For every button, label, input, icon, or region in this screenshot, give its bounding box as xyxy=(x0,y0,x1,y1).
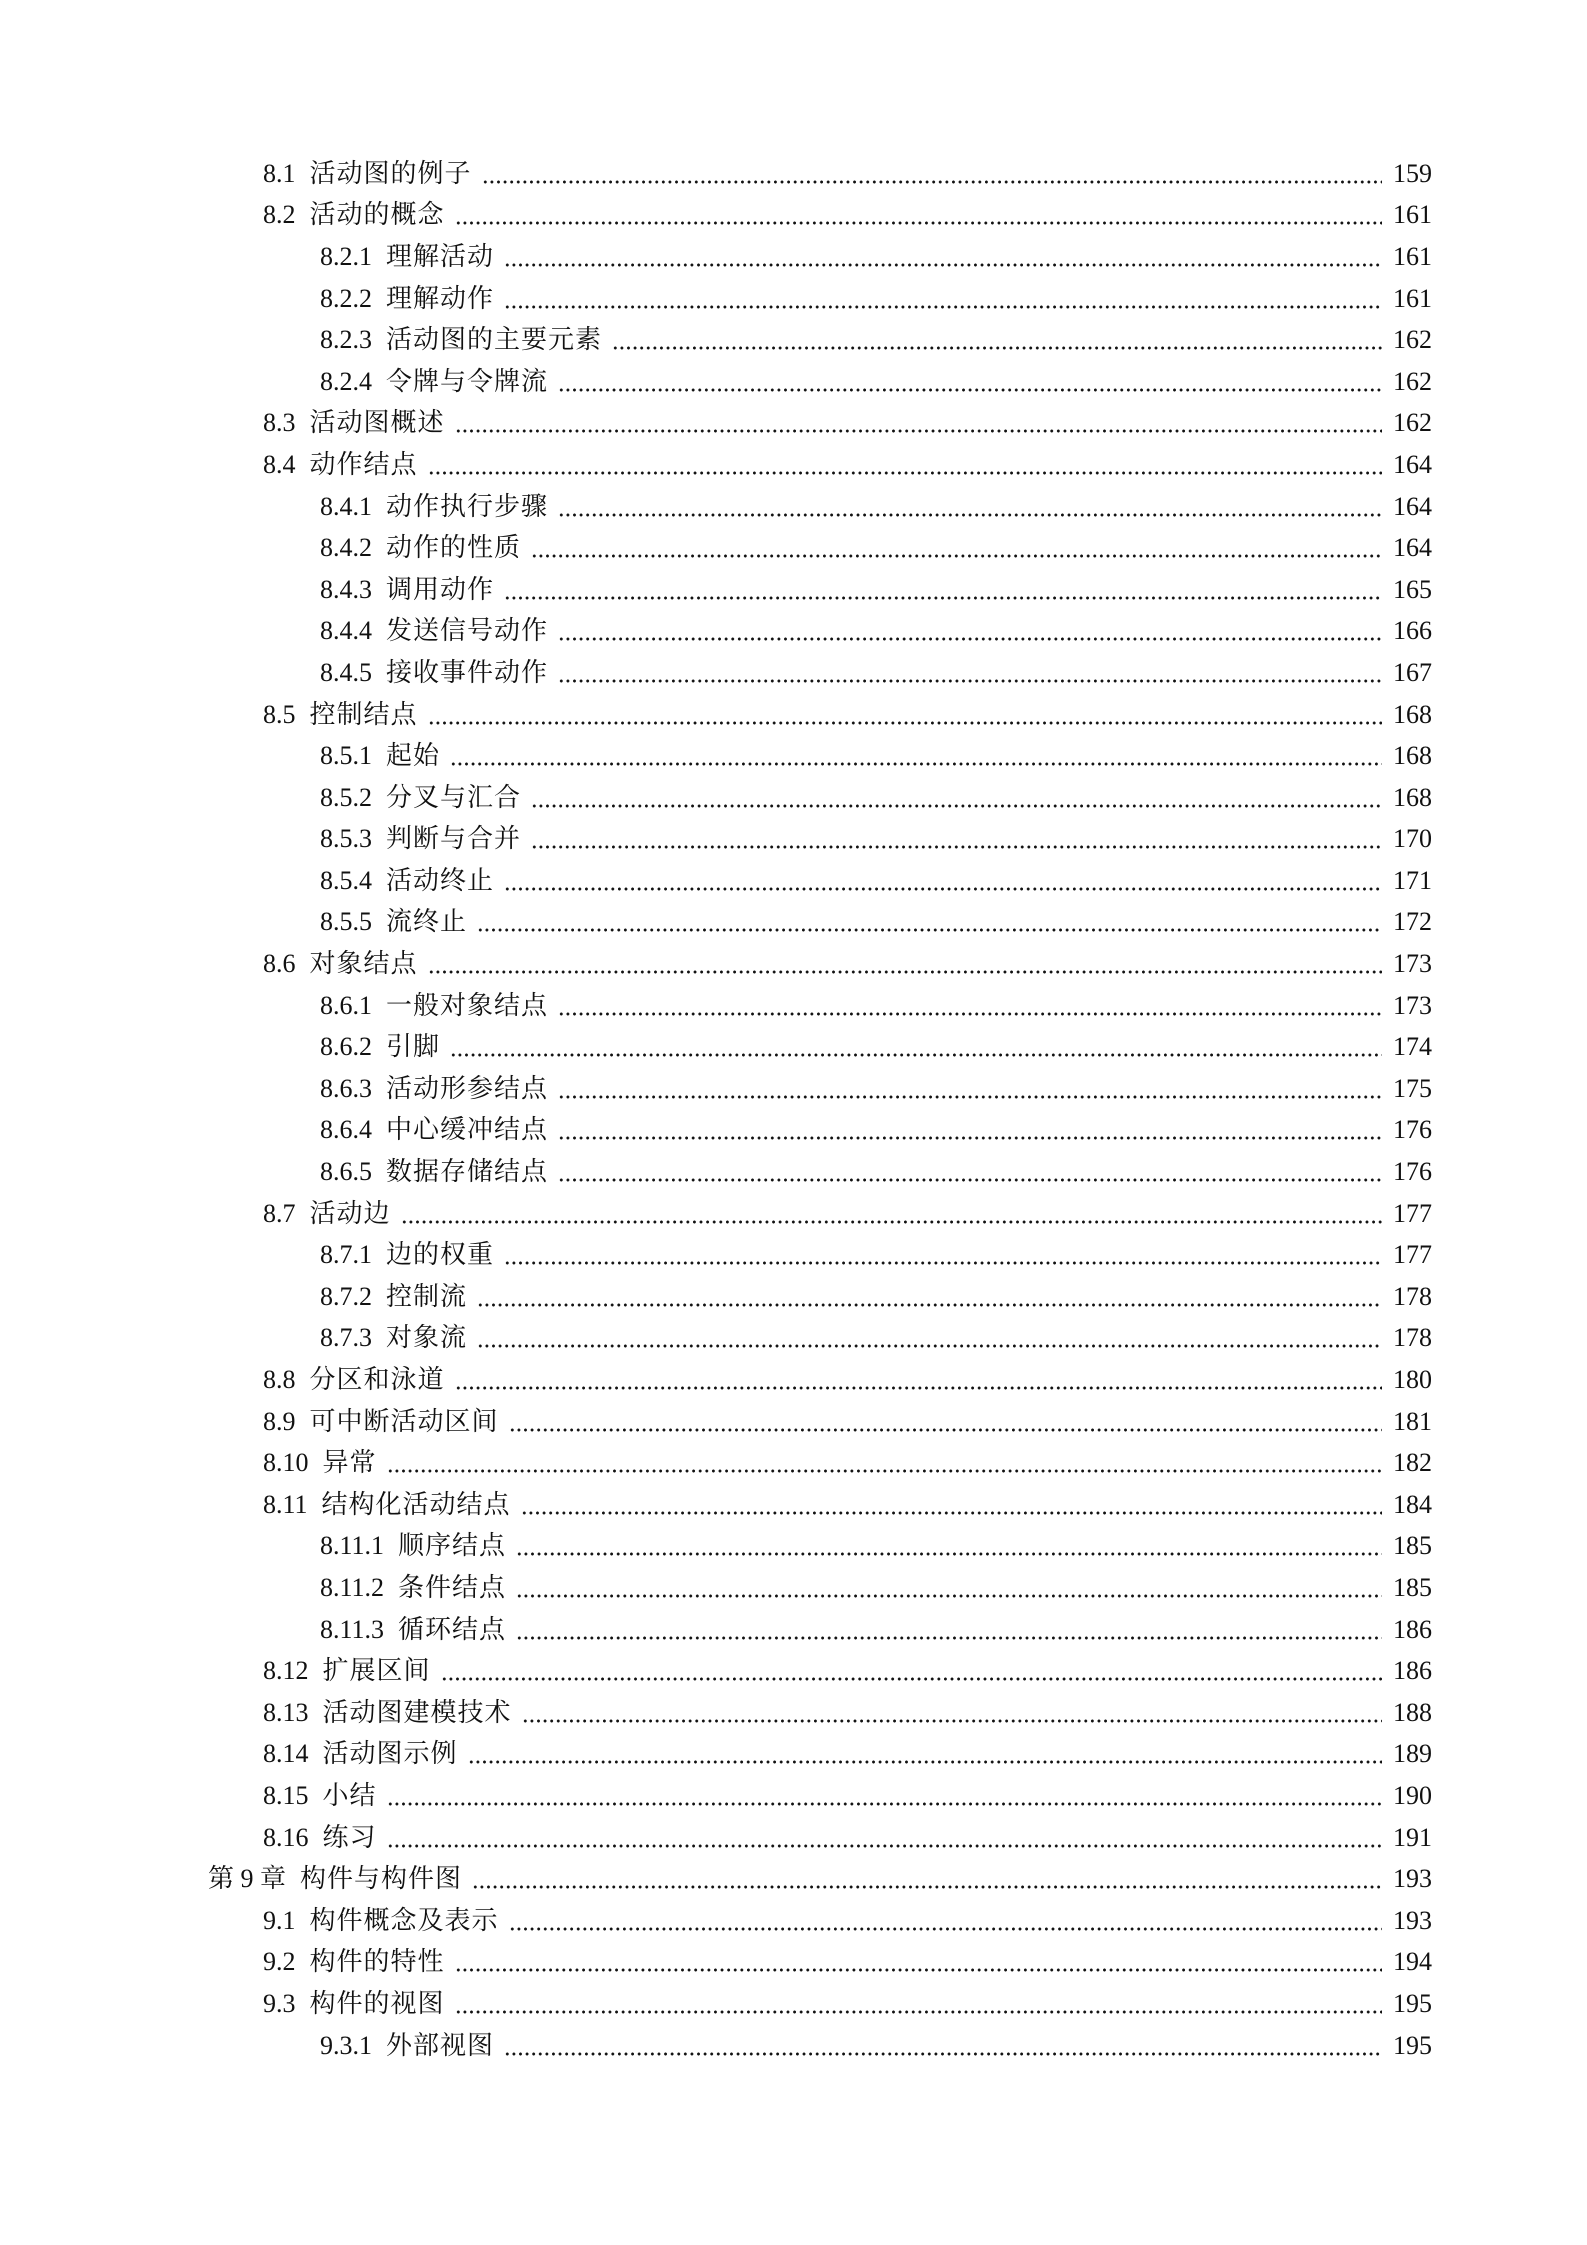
toc-entry-title: 活动图建模技术 xyxy=(322,1697,512,1727)
dot-leader xyxy=(516,1533,1382,1559)
dot-leader xyxy=(558,1117,1382,1143)
toc-entry-8-11[interactable] xyxy=(0,1484,1587,1526)
dot-leader xyxy=(612,327,1382,353)
toc-entry-8-7-1[interactable] xyxy=(0,1234,1587,1276)
toc-entry-page-number: 186 xyxy=(1393,1614,1432,1644)
toc-entry-title: 外部视图 xyxy=(386,2030,495,2060)
toc-entry-title: 动作结点 xyxy=(309,449,418,479)
toc-entry-page-number: 194 xyxy=(1393,1947,1432,1977)
toc-entry-title: 分叉与汇合 xyxy=(386,782,522,812)
toc-entry-number: 8.7.3 xyxy=(320,1323,372,1353)
dot-leader xyxy=(455,202,1382,228)
toc-entry-title: 循环结点 xyxy=(398,1614,507,1644)
toc-entry-page-number: 164 xyxy=(1393,449,1432,479)
toc-entry-page-number: 165 xyxy=(1393,574,1432,604)
toc-entry-title: 边的权重 xyxy=(386,1240,495,1270)
toc-entry-number: 8.5.2 xyxy=(320,782,372,812)
toc-entry-title: 可中断活动区间 xyxy=(309,1406,499,1436)
toc-entry-page-number: 161 xyxy=(1393,200,1432,230)
toc-entry-number: 8.2.1 xyxy=(320,241,372,271)
toc-entry-title: 理解动作 xyxy=(386,283,495,313)
toc-entry-page-number: 193 xyxy=(1393,1905,1432,1935)
toc-entry-number: 9.3 xyxy=(263,1988,296,2018)
toc-entry-number: 8.10 xyxy=(263,1448,309,1478)
toc-entry-title: 接收事件动作 xyxy=(386,657,549,687)
dot-leader xyxy=(509,1409,1382,1435)
toc-entry-page-number: 168 xyxy=(1393,741,1432,771)
toc-entry-number: 8.6 xyxy=(263,949,296,979)
toc-entry-page-number: 185 xyxy=(1393,1531,1432,1561)
toc-entry-8-6-4[interactable] xyxy=(0,1110,1587,1152)
toc-entry-number: 8.6.2 xyxy=(320,1032,372,1062)
dot-leader xyxy=(428,452,1382,478)
toc-entry-8-6-5[interactable] xyxy=(0,1151,1587,1193)
toc-entry-number: 8.4.5 xyxy=(320,657,372,687)
dot-leader xyxy=(504,577,1382,603)
dot-leader xyxy=(477,1284,1382,1310)
toc-entry-number: 8.14 xyxy=(263,1739,309,1769)
toc-entry-page-number: 162 xyxy=(1393,325,1432,355)
toc-entry-page-number: 186 xyxy=(1393,1656,1432,1686)
dot-leader xyxy=(455,410,1382,436)
dot-leader xyxy=(441,1658,1382,1684)
toc-entry-8-6-3[interactable] xyxy=(0,1068,1587,1110)
toc-entry-8-5-1[interactable] xyxy=(0,735,1587,777)
toc-entry-8-4-1[interactable] xyxy=(0,486,1587,528)
toc-entry-8-9[interactable] xyxy=(0,1401,1587,1443)
toc-entry-title: 中心缓冲结点 xyxy=(386,1115,549,1145)
toc-entry-number: 8.11.2 xyxy=(320,1572,385,1602)
toc-entry-number: 9.3.1 xyxy=(320,2030,372,2060)
dot-leader xyxy=(387,1825,1382,1851)
toc-entry-number: 8.3 xyxy=(263,408,296,438)
toc-entry-title: 引脚 xyxy=(386,1032,441,1062)
toc-entry-title: 分区和泳道 xyxy=(309,1365,445,1395)
toc-entry-title: 扩展区间 xyxy=(322,1656,431,1686)
toc-entry-page-number: 175 xyxy=(1393,1073,1432,1103)
toc-entry-number: 8.5.4 xyxy=(320,865,372,895)
toc-entry-title: 活动形参结点 xyxy=(386,1073,549,1103)
toc-entry-title: 活动图的主要元素 xyxy=(386,325,603,355)
toc-entry-title: 构件的特性 xyxy=(309,1947,445,1977)
dot-leader xyxy=(455,1367,1382,1393)
toc-entry-number: 8.2.3 xyxy=(320,325,372,355)
toc-entry-page-number: 172 xyxy=(1393,907,1432,937)
toc-entry-title: 判断与合并 xyxy=(386,824,522,854)
toc-entry-number: 8.7.2 xyxy=(320,1281,372,1311)
toc-entry-8-14[interactable] xyxy=(0,1734,1587,1776)
toc-entry-page-number: 162 xyxy=(1393,408,1432,438)
toc-entry-8-2-3[interactable] xyxy=(0,319,1587,361)
toc-entry-9-3[interactable] xyxy=(0,1983,1587,2025)
toc-entry-page-number: 167 xyxy=(1393,657,1432,687)
toc-entry-number: 9.1 xyxy=(263,1905,296,1935)
toc-entry-title: 一般对象结点 xyxy=(386,990,549,1020)
toc-entry-title: 活动图示例 xyxy=(322,1739,458,1769)
toc-entry-page-number: 195 xyxy=(1393,1988,1432,2018)
toc-entry-number: 8.5.1 xyxy=(320,741,372,771)
dot-leader xyxy=(521,1492,1382,1518)
toc-entry-number: 8.11.1 xyxy=(320,1531,385,1561)
dot-leader xyxy=(516,1617,1382,1643)
toc-entry-page-number: 182 xyxy=(1393,1448,1432,1478)
dot-leader xyxy=(455,1949,1382,1975)
toc-entry-title: 构件概念及表示 xyxy=(309,1905,499,1935)
toc-entry-8-5-3[interactable] xyxy=(0,819,1587,861)
toc-entry-title: 活动边 xyxy=(309,1198,391,1228)
toc-entry-title: 活动图概述 xyxy=(309,408,445,438)
toc-entry-page-number: 176 xyxy=(1393,1157,1432,1187)
toc-entry-8-5[interactable] xyxy=(0,694,1587,736)
toc-entry-page-number: 162 xyxy=(1393,366,1432,396)
toc-entry-title: 数据存储结点 xyxy=(386,1157,549,1187)
toc-entry-number: 8.7.1 xyxy=(320,1240,372,1270)
toc-entry-title: 条件结点 xyxy=(398,1572,507,1602)
toc-entry-title: 理解活动 xyxy=(386,241,495,271)
toc-entry-number: 8.4.2 xyxy=(320,533,372,563)
toc-entry-page-number: 164 xyxy=(1393,491,1432,521)
dot-leader xyxy=(558,369,1382,395)
toc-entry-title: 构件的视图 xyxy=(309,1988,445,2018)
toc-entry-9-3-1[interactable] xyxy=(0,2025,1587,2067)
dot-leader xyxy=(428,702,1382,728)
toc-entry-number: 8.4.4 xyxy=(320,616,372,646)
toc-entry-page-number: 174 xyxy=(1393,1032,1432,1062)
toc-entry-page-number: 189 xyxy=(1393,1739,1432,1769)
toc-entry-page-number: 173 xyxy=(1393,949,1432,979)
toc-entry-page-number: 191 xyxy=(1393,1822,1432,1852)
dot-leader xyxy=(450,743,1382,769)
toc-entry-title: 控制结点 xyxy=(309,699,418,729)
toc-entry-8-5-2[interactable] xyxy=(0,777,1587,819)
dot-leader xyxy=(558,494,1382,520)
toc-entry-number: 8.5.5 xyxy=(320,907,372,937)
toc-entry-title: 流终止 xyxy=(386,907,468,937)
toc-entry-title: 构件与构件图 xyxy=(300,1864,463,1894)
toc-entry-title: 活动的概念 xyxy=(309,200,445,230)
toc-entry-title: 发送信号动作 xyxy=(386,616,549,646)
toc-entry-number: 8.5 xyxy=(263,699,296,729)
toc-entry-page-number: 177 xyxy=(1393,1240,1432,1270)
toc-entry-9-2[interactable] xyxy=(0,1942,1587,1984)
toc-entry-第9章[interactable] xyxy=(0,1858,1587,1900)
toc-entry-8-1[interactable] xyxy=(0,153,1587,195)
toc-entry-title: 小结 xyxy=(322,1780,377,1810)
dot-leader xyxy=(531,826,1382,852)
toc-entry-title: 练习 xyxy=(322,1822,377,1852)
toc-entry-8-15[interactable] xyxy=(0,1775,1587,1817)
toc-entry-number: 8.6.1 xyxy=(320,990,372,1020)
toc-entry-8-10[interactable] xyxy=(0,1442,1587,1484)
toc-entry-number: 8.1 xyxy=(263,158,296,188)
toc-entry-8-7[interactable] xyxy=(0,1193,1587,1235)
toc-entry-title: 控制流 xyxy=(386,1281,468,1311)
toc-entry-title: 结构化活动结点 xyxy=(321,1489,511,1519)
toc-entry-number: 8.6.5 xyxy=(320,1157,372,1187)
toc-entry-page-number: 161 xyxy=(1393,283,1432,313)
toc-entry-8-7-2[interactable] xyxy=(0,1276,1587,1318)
dot-leader xyxy=(468,1741,1382,1767)
dot-leader xyxy=(558,993,1382,1019)
toc-entry-8-6-1[interactable] xyxy=(0,985,1587,1027)
toc-entry-page-number: 161 xyxy=(1393,241,1432,271)
dot-leader xyxy=(531,535,1382,561)
toc-entry-8-4-2[interactable] xyxy=(0,527,1587,569)
toc-entry-8-4-5[interactable] xyxy=(0,652,1587,694)
toc-entry-number: 8.16 xyxy=(263,1822,309,1852)
dot-leader xyxy=(558,1076,1382,1102)
toc-entry-page-number: 185 xyxy=(1393,1572,1432,1602)
toc-entry-8-2-4[interactable] xyxy=(0,361,1587,403)
toc-entry-page-number: 181 xyxy=(1393,1406,1432,1436)
dot-leader xyxy=(504,868,1382,894)
toc-entry-8-5-4[interactable] xyxy=(0,860,1587,902)
dot-leader xyxy=(472,1866,1382,1892)
toc-entry-page-number: 166 xyxy=(1393,616,1432,646)
toc-entry-page-number: 195 xyxy=(1393,2030,1432,2060)
toc-entry-number: 8.6.3 xyxy=(320,1073,372,1103)
dot-leader xyxy=(504,1242,1382,1268)
toc-entry-title: 调用动作 xyxy=(386,574,495,604)
toc-entry-page-number: 178 xyxy=(1393,1281,1432,1311)
toc-entry-number: 8.6.4 xyxy=(320,1115,372,1145)
dot-leader xyxy=(504,286,1382,312)
toc-entry-8-4-4[interactable] xyxy=(0,611,1587,653)
dot-leader xyxy=(477,1325,1382,1351)
toc-entry-title: 动作的性质 xyxy=(386,533,522,563)
toc-entry-page-number: 171 xyxy=(1393,865,1432,895)
toc-entry-page-number: 190 xyxy=(1393,1780,1432,1810)
toc-entry-number: 8.11.3 xyxy=(320,1614,385,1644)
toc-entry-number: 8.4.1 xyxy=(320,491,372,521)
toc-entry-page-number: 170 xyxy=(1393,824,1432,854)
dot-leader xyxy=(504,244,1382,270)
dot-leader xyxy=(482,161,1382,187)
dot-leader xyxy=(558,1159,1382,1185)
dot-leader xyxy=(522,1700,1382,1726)
dot-leader xyxy=(504,2033,1382,2059)
table-of-contents xyxy=(0,153,1587,2066)
toc-entry-title: 异常 xyxy=(322,1448,377,1478)
dot-leader xyxy=(387,1450,1382,1476)
toc-entry-title: 对象结点 xyxy=(309,949,418,979)
toc-entry-9-1[interactable] xyxy=(0,1900,1587,1942)
toc-entry-number: 8.5.3 xyxy=(320,824,372,854)
dot-leader xyxy=(455,1991,1382,2017)
toc-entry-title: 活动图的例子 xyxy=(309,158,472,188)
toc-entry-number: 8.9 xyxy=(263,1406,296,1436)
toc-entry-page-number: 193 xyxy=(1393,1864,1432,1894)
dot-leader xyxy=(558,618,1382,644)
toc-entry-8-4-3[interactable] xyxy=(0,569,1587,611)
toc-entry-number: 8.15 xyxy=(263,1780,309,1810)
toc-entry-8-2[interactable] xyxy=(0,195,1587,237)
toc-entry-page-number: 159 xyxy=(1393,158,1432,188)
toc-entry-page-number: 177 xyxy=(1393,1198,1432,1228)
toc-entry-page-number: 168 xyxy=(1393,699,1432,729)
toc-entry-title: 对象流 xyxy=(386,1323,468,1353)
toc-entry-page-number: 173 xyxy=(1393,990,1432,1020)
toc-entry-8-16[interactable] xyxy=(0,1817,1587,1859)
dot-leader xyxy=(450,1034,1382,1060)
toc-entry-8-6-2[interactable] xyxy=(0,1026,1587,1068)
toc-entry-8-4[interactable] xyxy=(0,444,1587,486)
toc-entry-number: 8.8 xyxy=(263,1365,296,1395)
dot-leader xyxy=(387,1783,1382,1809)
toc-entry-8-11-1[interactable] xyxy=(0,1526,1587,1568)
toc-entry-8-5-5[interactable] xyxy=(0,902,1587,944)
toc-entry-title: 动作执行步骤 xyxy=(386,491,549,521)
toc-entry-8-12[interactable] xyxy=(0,1650,1587,1692)
toc-entry-number: 8.13 xyxy=(263,1697,309,1727)
toc-entry-number: 8.11 xyxy=(263,1489,308,1519)
dot-leader xyxy=(428,951,1382,977)
toc-entry-page-number: 184 xyxy=(1393,1489,1432,1519)
toc-entry-title: 顺序结点 xyxy=(398,1531,507,1561)
toc-entry-page-number: 178 xyxy=(1393,1323,1432,1353)
dot-leader xyxy=(477,909,1382,935)
toc-entry-title: 活动终止 xyxy=(386,865,495,895)
toc-entry-8-2-1[interactable] xyxy=(0,236,1587,278)
toc-entry-page-number: 176 xyxy=(1393,1115,1432,1145)
toc-entry-number: 8.2.2 xyxy=(320,283,372,313)
toc-entry-page-number: 164 xyxy=(1393,533,1432,563)
toc-entry-number: 8.4.3 xyxy=(320,574,372,604)
toc-entry-number: 第 9 章 xyxy=(208,1864,287,1894)
toc-entry-number: 8.7 xyxy=(263,1198,296,1228)
toc-entry-number: 8.4 xyxy=(263,449,296,479)
toc-entry-page-number: 168 xyxy=(1393,782,1432,812)
toc-entry-8-6[interactable] xyxy=(0,943,1587,985)
dot-leader xyxy=(558,660,1382,686)
toc-entry-number: 8.2.4 xyxy=(320,366,372,396)
toc-entry-8-11-3[interactable] xyxy=(0,1609,1587,1651)
dot-leader xyxy=(531,785,1382,811)
dot-leader xyxy=(401,1201,1382,1227)
dot-leader xyxy=(516,1575,1382,1601)
toc-entry-8-2-2[interactable] xyxy=(0,278,1587,320)
toc-entry-number: 8.2 xyxy=(263,200,296,230)
toc-entry-8-11-2[interactable] xyxy=(0,1567,1587,1609)
toc-entry-number: 8.12 xyxy=(263,1656,309,1686)
toc-entry-title: 令牌与令牌流 xyxy=(386,366,549,396)
toc-entry-8-7-3[interactable] xyxy=(0,1318,1587,1360)
toc-entry-page-number: 180 xyxy=(1393,1365,1432,1395)
toc-entry-page-number: 188 xyxy=(1393,1697,1432,1727)
toc-entry-8-8[interactable] xyxy=(0,1359,1587,1401)
toc-entry-8-3[interactable] xyxy=(0,403,1587,445)
toc-entry-number: 9.2 xyxy=(263,1947,296,1977)
toc-entry-title: 起始 xyxy=(386,741,441,771)
toc-entry-8-13[interactable] xyxy=(0,1692,1587,1734)
dot-leader xyxy=(509,1908,1382,1934)
